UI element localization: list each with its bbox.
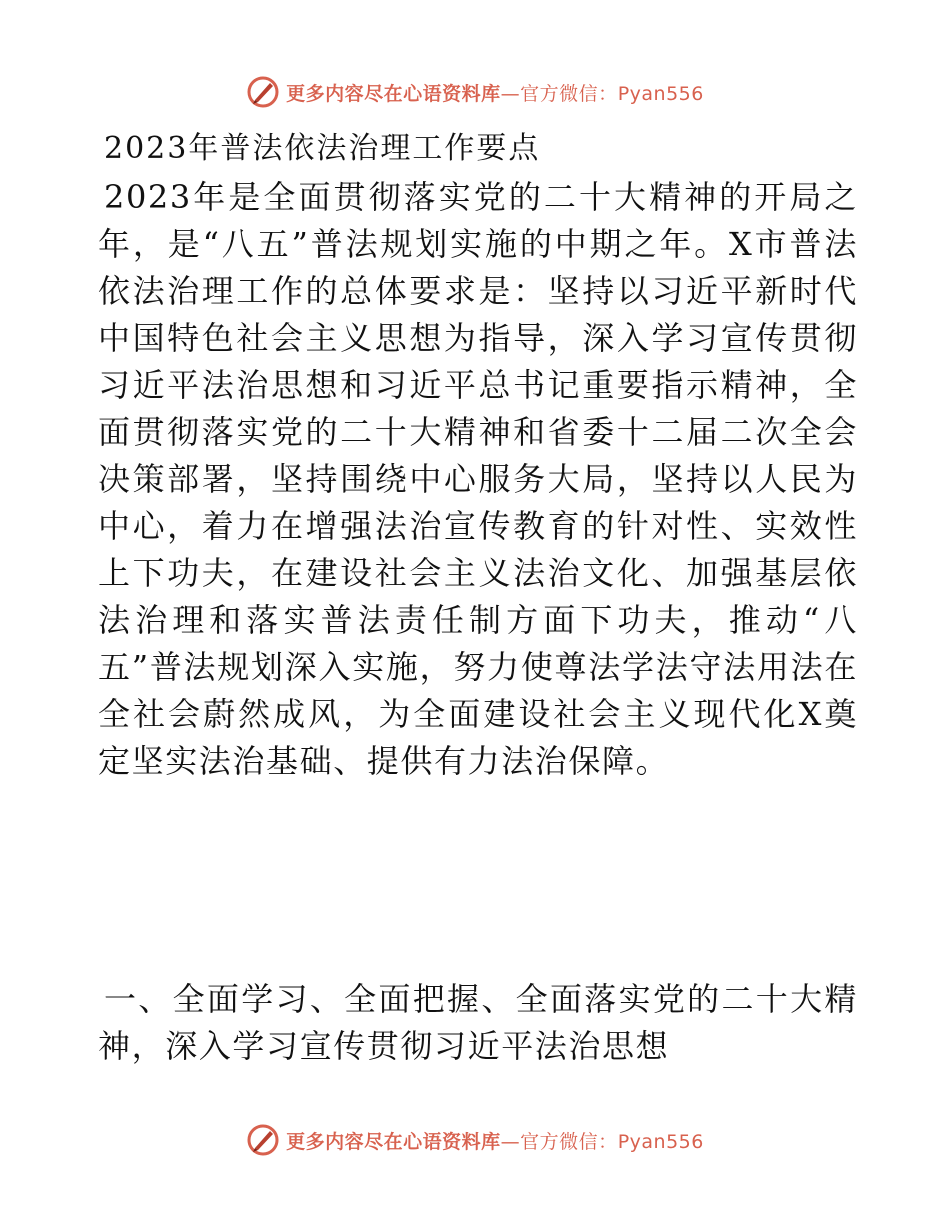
watermark-wechat-id: Pyan556 — [617, 82, 704, 105]
document-title: 2023年普法依法治理工作要点 — [104, 131, 541, 166]
quill-pen-logo-icon — [246, 1123, 280, 1157]
watermark-site-text: 更多内容尽在心语资料库 — [286, 82, 501, 105]
watermark-site-text: 更多内容尽在心语资料库 — [286, 1130, 501, 1153]
watermark-wechat-label: 官方微信： — [520, 82, 618, 105]
watermark-wechat-label: 官方微信： — [520, 1130, 618, 1153]
watermark-text — [286, 1127, 704, 1154]
paragraph-intro: 2023年是全面贯彻落实党的二十大精神的开局之年，是“八五”普法规划实施的中期之年。X市普法依法治理工作的总体要求是：坚持以习近平新时代中国特色社会主义思想为指导，深入学习宣传贯彻习近平法治思想和习近平总书记重要指示精神，全面贯彻落实党的二十大精神和省委十二届二次全会决策部署，坚持围绕中心服务大局，坚持以人民为中心，着力在增强法治宣传教育的针对性、实效性上下功夫，在建设社会主义法治文化、加强基层依法治理和落实普法责任制方面下功夫，推动“八五”普法规划深入实施，努力使尊法学法守法用法在全社会蔚然成风，为全面建设社会主义现代化X奠定坚实法治基础、提供有力法治保障。 — [98, 178, 858, 780]
watermark-footer — [0, 1120, 950, 1160]
watermark-dash: — — [500, 1130, 521, 1153]
watermark-wechat-id: Pyan556 — [617, 1130, 704, 1153]
watermark-header — [0, 72, 950, 112]
paragraph-section-heading: 一、全面学习、全面把握、全面落实党的二十大精神，深入学习宣传贯彻习近平法治思想 — [98, 980, 858, 1065]
watermark-text — [286, 79, 704, 106]
quill-pen-logo-icon — [246, 75, 280, 109]
watermark-dash: — — [500, 82, 521, 105]
